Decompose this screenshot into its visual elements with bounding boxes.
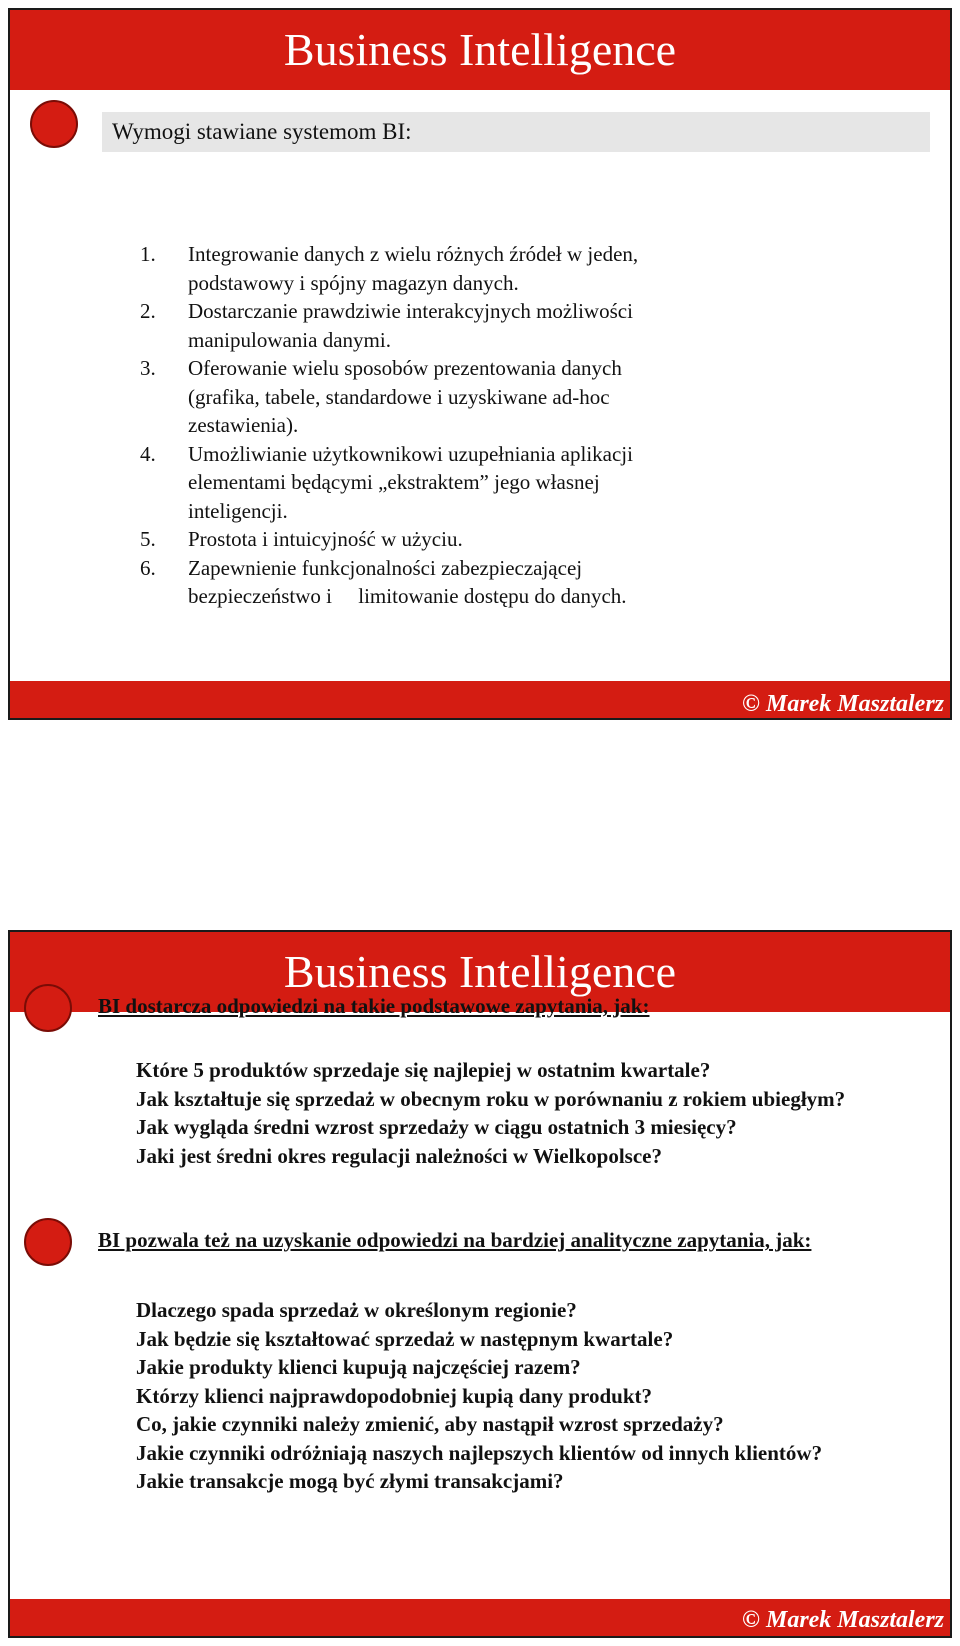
list-number: 1. [140, 242, 156, 266]
red-bullet-icon [24, 1218, 72, 1266]
question-line: Jak będzie się kształtować sprzedaż w następnym kwartale? [136, 1326, 674, 1351]
slide-title: Business Intelligence [10, 10, 950, 90]
list-item [140, 297, 940, 354]
red-bullet-icon [24, 984, 72, 1032]
section-heading: BI pozwala też na uzyskanie odpowiedzi na bardziej analityczne zapytania, jak: [98, 1228, 812, 1252]
list-item [140, 554, 940, 611]
list-item [140, 525, 940, 554]
list-text: Dostarczanie prawdziwie interakcyjnych możliwości manipulowania danymi. [188, 299, 633, 352]
list-number: 3. [140, 356, 156, 380]
question-line: Jaki jest średni okres regulacji należności w Wielkopolsce? [136, 1143, 662, 1168]
list-text: Zapewnienie funkcjonalności zabezpieczającej bezpieczeństwo i limitowanie dostępu do danych. [188, 555, 627, 608]
questions-list [136, 1296, 822, 1496]
list-number: 6. [140, 555, 156, 580]
list-number: 4. [140, 441, 156, 466]
list-item [140, 240, 940, 297]
slide-heading: Wymogi stawiane systemom BI: [102, 112, 930, 152]
question-line: Jakie produkty klienci kupują najczęściej razem? [136, 1355, 581, 1379]
list-text: Integrowanie danych z wielu różnych źródeł w jeden, podstawowy i spójny magazyn danych. [188, 242, 639, 295]
questions-list [136, 1056, 845, 1170]
slide-1 [8, 8, 952, 720]
question-line: Jak wygląda średni wzrost sprzedaży w ciągu ostatnich 3 miesięcy? [136, 1115, 737, 1139]
list-text: Prostota i intuicyjność w użyciu. [188, 527, 463, 551]
slide-title: Business Intelligence [10, 932, 950, 1012]
question-line: Którzy klienci najprawdopodobniej kupią dany produkt? [136, 1383, 652, 1408]
list-number: 5. [140, 527, 156, 551]
section-heading: BI dostarcza odpowiedzi na takie podstawowe zapytania, jak: [98, 994, 650, 1018]
question-line: Jakie transakcje mogą być złymi transakcjami? [136, 1469, 564, 1493]
list-item [140, 440, 940, 526]
question-line: Które 5 produktów sprzedaje się najlepiej w ostatnim kwartale? [136, 1058, 711, 1082]
red-bullet-icon [30, 100, 78, 148]
question-line: Jakie czynniki odróżniają naszych najlepszych klientów od innych klientów? [136, 1440, 823, 1465]
list-text: Umożliwianie użytkownikowi uzupełniania aplikacji elementami będącymi „ekstraktem” jego własnej inteligencji. [188, 441, 633, 523]
list-item [140, 354, 940, 440]
requirements-list [140, 240, 940, 611]
question-line: Dlaczego spada sprzedaż w określonym regionie? [136, 1298, 577, 1322]
slide-2 [8, 930, 952, 1638]
list-number: 2. [140, 299, 156, 323]
footer-credit: © Marek Masztalerz [742, 1607, 944, 1633]
list-text: Oferowanie wielu sposobów prezentowania danych (grafika, tabele, standardowe i uzyskiwane ad-hoc zestawienia). [188, 356, 622, 437]
footer-credit: © Marek Masztalerz [742, 691, 944, 717]
question-line: Jak kształtuje się sprzedaż w obecnym roku w porównaniu z rokiem ubiegłym? [136, 1086, 846, 1111]
question-line: Co, jakie czynniki należy zmienić, aby nastąpił wzrost sprzedaży? [136, 1412, 724, 1436]
